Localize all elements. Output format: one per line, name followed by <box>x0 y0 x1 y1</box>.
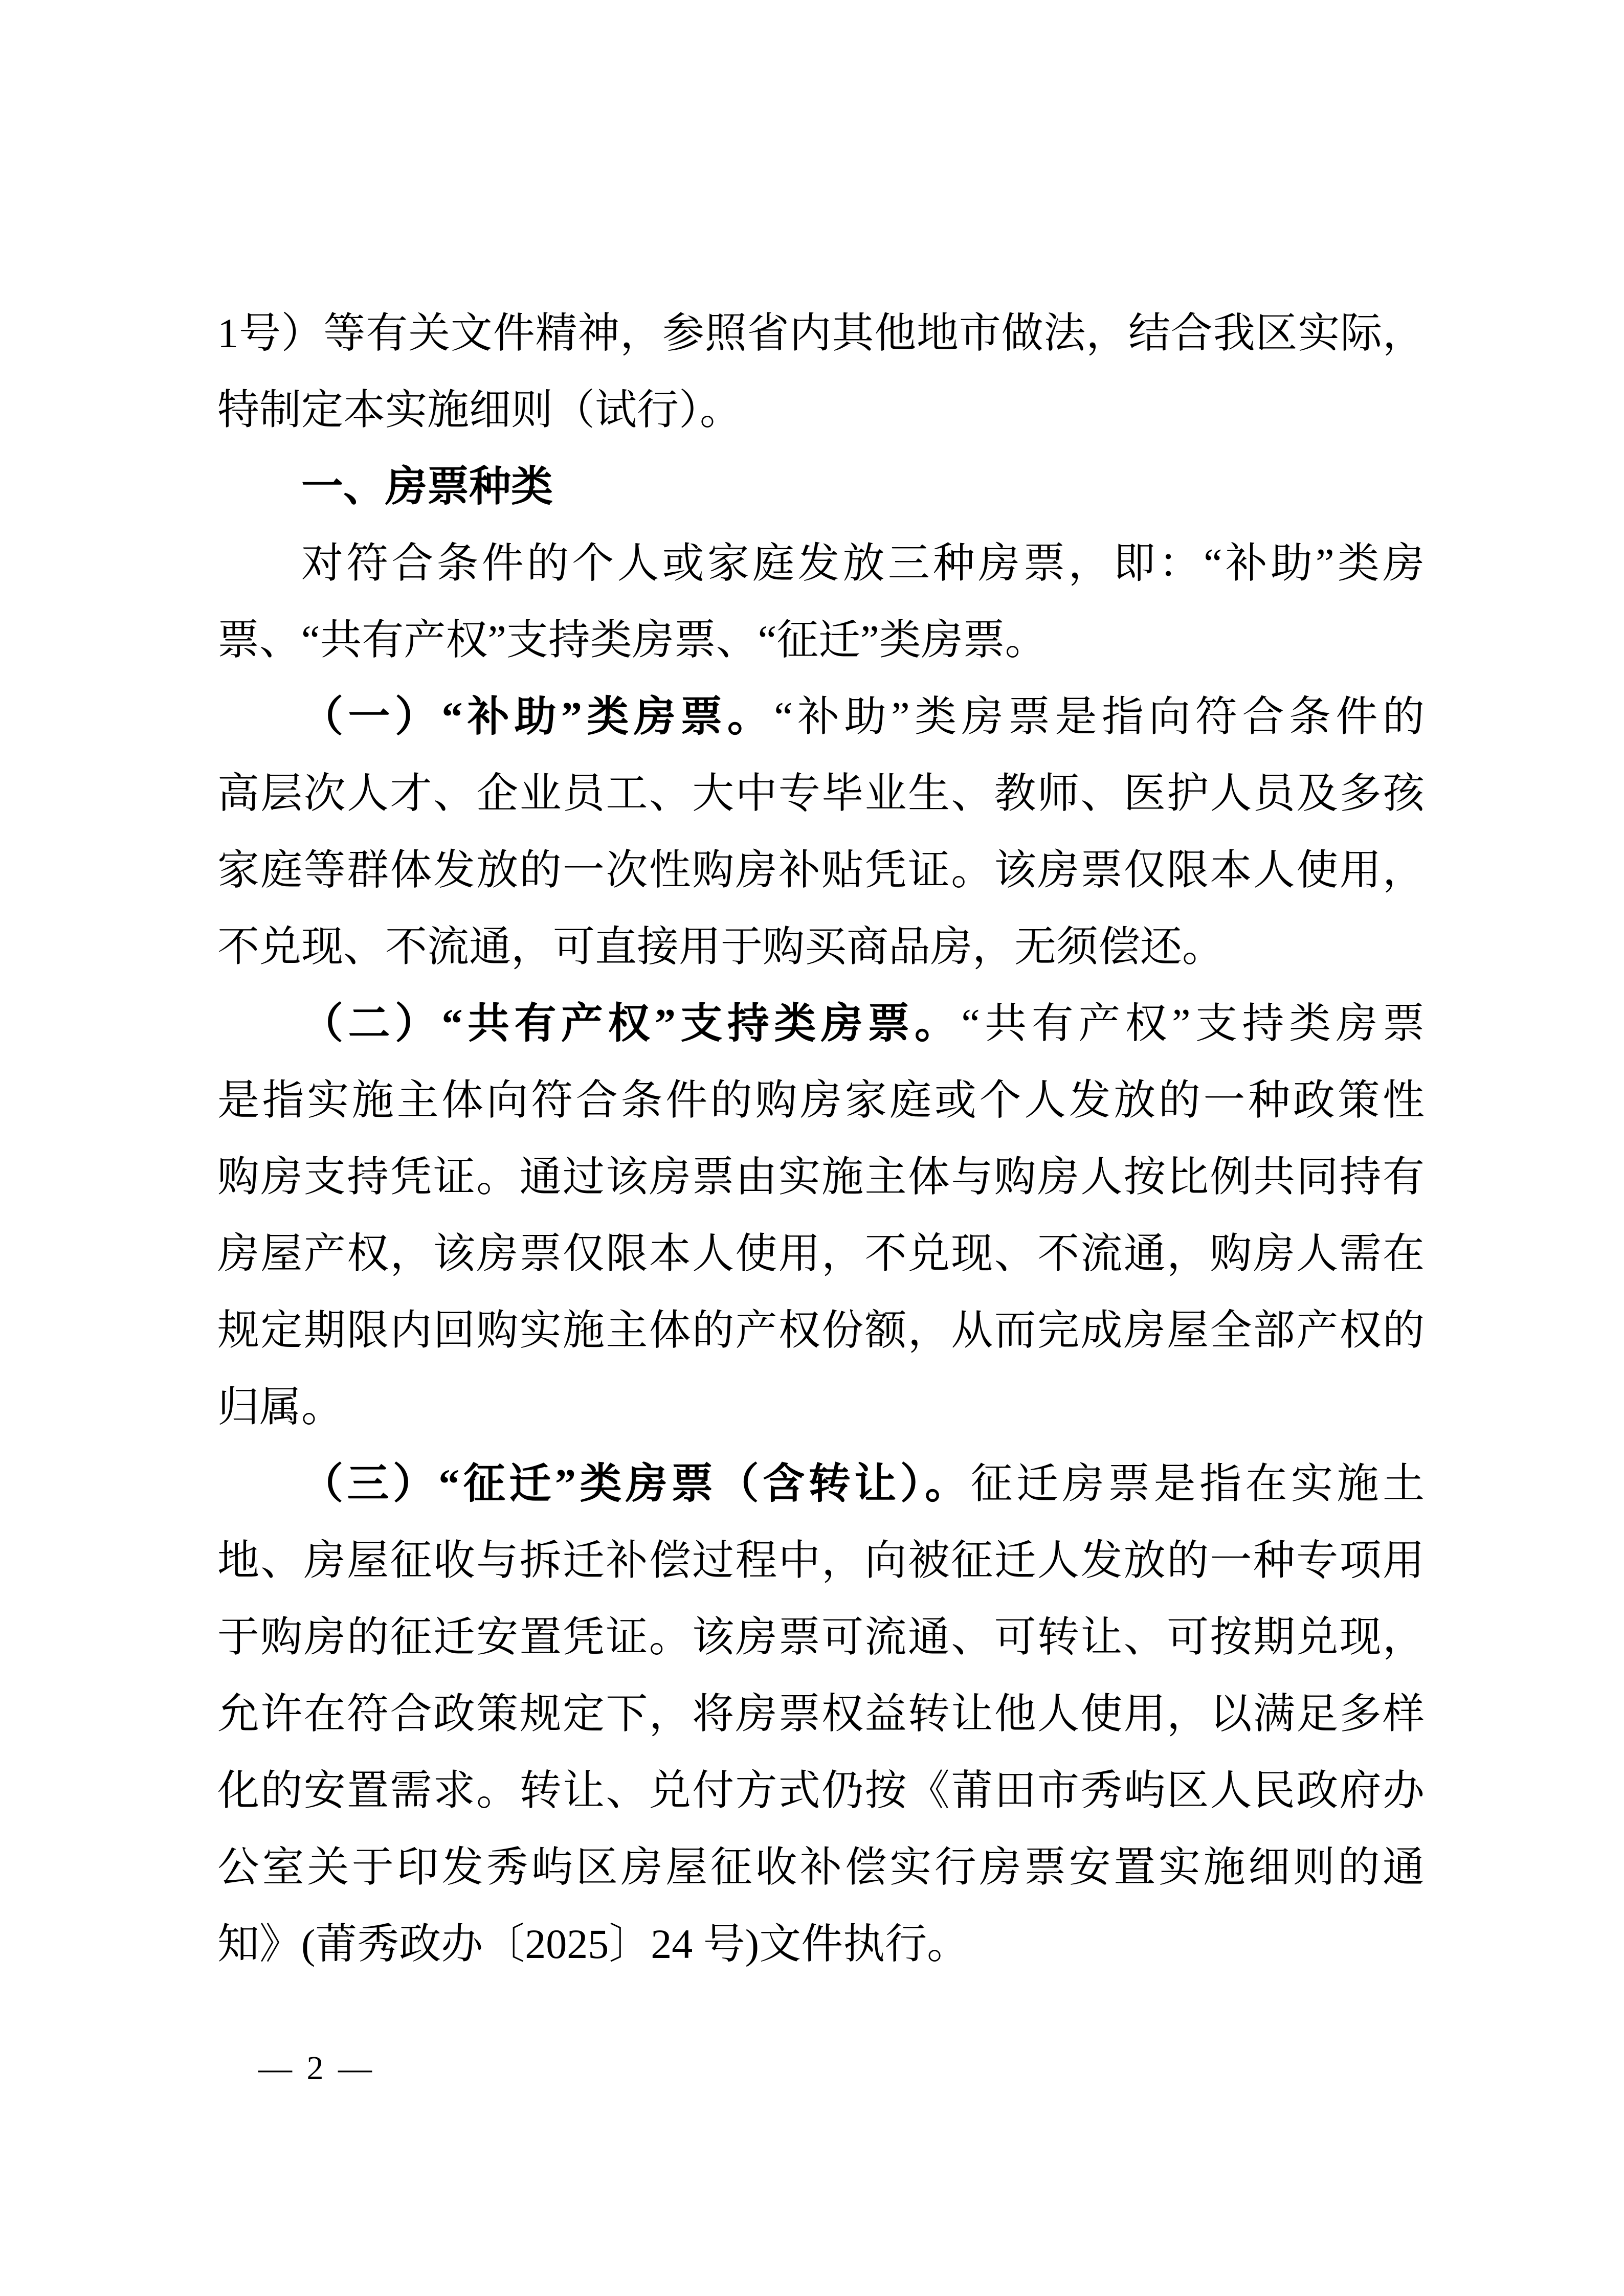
line-text: 化的安置需求。转让、兑付方式仍按《莆田市秀屿区人民政府办 <box>217 1767 1425 1814</box>
line-text: 高层次人才、企业员工、大中专毕业生、教师、医护人员及多孩 <box>217 770 1425 817</box>
line-text: 规定期限内回购实施主体的产权份额，从而完成房屋全部产权的 <box>217 1307 1425 1354</box>
text-line <box>217 1062 1425 1139</box>
text-line <box>217 1215 1425 1292</box>
line-text: 1号）等有关文件精神，参照省内其他地市做法，结合我区实际， <box>217 310 1425 356</box>
line-text: 不兑现、不流通，可直接用于购买商品房，无须偿还。 <box>217 924 1225 970</box>
text-line <box>217 755 1425 832</box>
line-text: 公室关于印发秀屿区房屋征收补偿实行房票安置实施细则的通 <box>217 1844 1425 1890</box>
line-text: 购房支持凭证。通过该房票由实施主体与购房人按比例共同持有 <box>217 1154 1425 1200</box>
text-line <box>217 1676 1425 1752</box>
line-text: 允许在符合政策规定下，将房票权益转让他人使用，以满足多样 <box>217 1691 1425 1737</box>
line-text: 对符合条件的个人或家庭发放三种房票，即：“补助”类房 <box>301 540 1425 587</box>
text-line <box>217 525 1425 602</box>
line-text: “补助”类房票是指向符合条件的 <box>774 693 1425 740</box>
line-text: 知》(莆秀政办〔2025〕24 号)文件执行。 <box>217 1921 969 1967</box>
line-text: 特制定本实施细则（试行）。 <box>217 387 742 433</box>
line-text: 票、“共有产权”支持类房票、“征迁”类房票。 <box>217 617 1047 663</box>
line-text: 地、房屋征收与拆迁补偿过程中，向被征迁人发放的一种专项用 <box>217 1537 1425 1584</box>
line-text: 家庭等群体发放的一次性购房补贴凭证。该房票仅限本人使用， <box>217 847 1425 893</box>
line-text: 是指实施主体向符合条件的购房家庭或个人发放的一种政策性 <box>217 1077 1425 1123</box>
line-lead: （二）“共有产权”支持类房票。 <box>301 1000 962 1047</box>
line-lead: （一）“补助”类房票。 <box>301 693 774 740</box>
text-line <box>217 1752 1425 1829</box>
text-line <box>217 1906 1425 1983</box>
text-line <box>217 1829 1425 1906</box>
line-lead: （三）“征迁”类房票（含转让）。 <box>301 1460 971 1507</box>
text-line <box>217 1139 1425 1215</box>
text-line <box>217 1292 1425 1369</box>
document-text-block <box>217 295 1425 1983</box>
text-line <box>217 295 1425 372</box>
text-line <box>217 909 1425 985</box>
text-line <box>217 832 1425 909</box>
line-text: 于购房的征迁安置凭证。该房票可流通、可转让、可按期兑现， <box>217 1614 1425 1660</box>
text-line <box>217 372 1425 448</box>
page-number: — 2 — <box>258 2050 375 2087</box>
text-line <box>217 1522 1425 1599</box>
line-text: 征迁房票是指在实施土 <box>970 1460 1425 1507</box>
text-line <box>217 1446 1425 1522</box>
text-line <box>217 602 1425 679</box>
line-text: 一、房票种类 <box>301 463 553 510</box>
text-line <box>217 679 1425 755</box>
line-text: “共有产权”支持类房票 <box>961 1000 1425 1047</box>
text-line <box>217 1599 1425 1676</box>
line-text: 归属。 <box>217 1384 344 1430</box>
line-text: 房屋产权，该房票仅限本人使用，不兑现、不流通，购房人需在 <box>217 1230 1425 1277</box>
text-line <box>217 1369 1425 1446</box>
text-line <box>217 985 1425 1062</box>
section-heading <box>217 448 1425 525</box>
